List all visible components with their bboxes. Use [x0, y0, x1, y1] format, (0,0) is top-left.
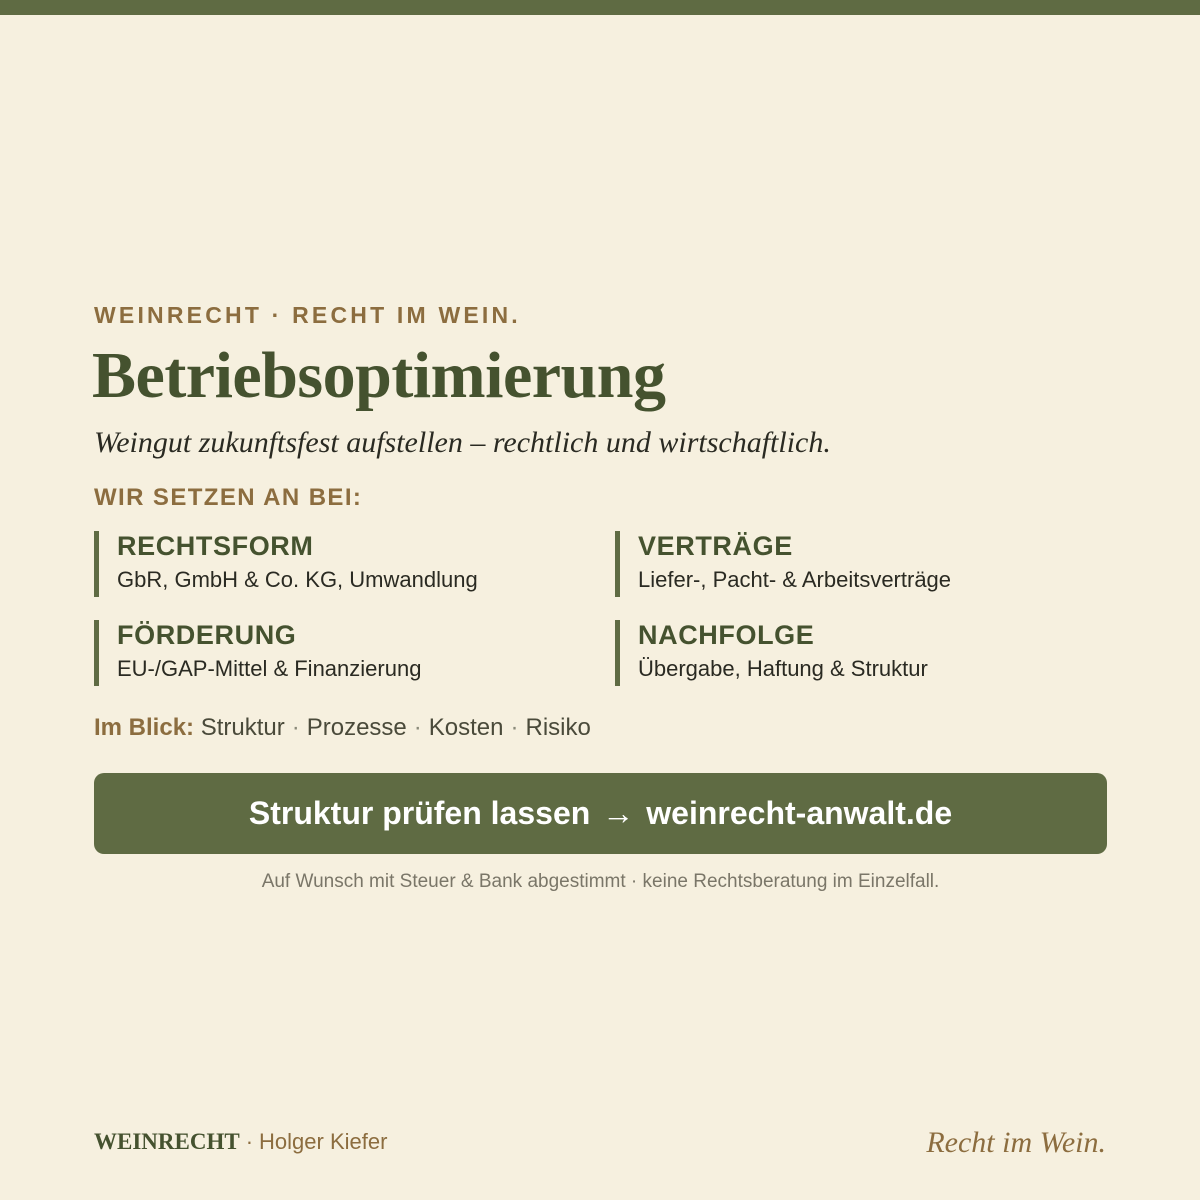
footer-tagline: Recht im Wein.	[926, 1126, 1106, 1159]
topic-separator: ·	[413, 714, 422, 741]
in-view-line	[94, 713, 1107, 743]
focus-item-nachfolge	[615, 620, 1107, 686]
focus-item-desc: GbR, GmbH & Co. KG, Umwandlung	[117, 567, 478, 592]
footer-brand: WEINRECHT	[94, 1129, 240, 1154]
focus-item-title: RECHTSFORM	[117, 531, 314, 561]
in-view-topic: Struktur	[200, 714, 285, 741]
in-view-topic: Prozesse	[306, 714, 407, 741]
cta-button[interactable]	[94, 773, 1107, 854]
in-view-label: Im Blick:	[94, 714, 195, 741]
focus-item-desc: Übergabe, Haftung & Struktur	[638, 656, 928, 681]
topic-separator: ·	[291, 714, 300, 741]
arrow-right-icon: →	[602, 795, 635, 831]
cta-url: weinrecht-anwalt.de	[646, 795, 953, 831]
in-view-topic: Risiko	[525, 714, 591, 741]
cta-text: Struktur prüfen lassen	[248, 795, 591, 831]
page-title: Betriebsoptimierung	[92, 339, 666, 412]
focus-item-title: VERTRÄGE	[638, 531, 793, 561]
disclaimer-text: Auf Wunsch mit Steuer & Bank abgestimmt · keine Rechtsberatung im Einzelfall.	[261, 871, 940, 892]
focus-item-vertraege	[615, 531, 1107, 597]
focus-item-desc: Liefer-, Pacht- & Arbeitsverträge	[638, 567, 952, 592]
main-content	[94, 300, 1107, 894]
focus-item-title: FÖRDERUNG	[117, 620, 297, 650]
focus-areas-label: WIR SETZEN AN BEI:	[94, 484, 363, 511]
top-accent-bar	[0, 0, 1200, 15]
topic-separator: ·	[510, 714, 519, 741]
eyebrow-brand: WEINRECHT · RECHT IM WEIN.	[94, 302, 521, 328]
focus-item-rechtsform	[94, 531, 615, 597]
footer-author: Holger Kiefer	[259, 1129, 388, 1154]
focus-areas-grid	[94, 531, 1107, 686]
page-subtitle: Weingut zukunftsfest aufstellen – rechtlich und wirtschaftlich.	[94, 426, 831, 459]
focus-item-desc: EU-/GAP-Mittel & Finanzierung	[117, 656, 422, 681]
footer-signature	[94, 1127, 387, 1157]
focus-item-title: NACHFOLGE	[638, 620, 815, 650]
in-view-topic: Kosten	[428, 714, 504, 741]
footer-separator: ·	[245, 1129, 254, 1154]
focus-item-foerderung	[94, 620, 615, 686]
